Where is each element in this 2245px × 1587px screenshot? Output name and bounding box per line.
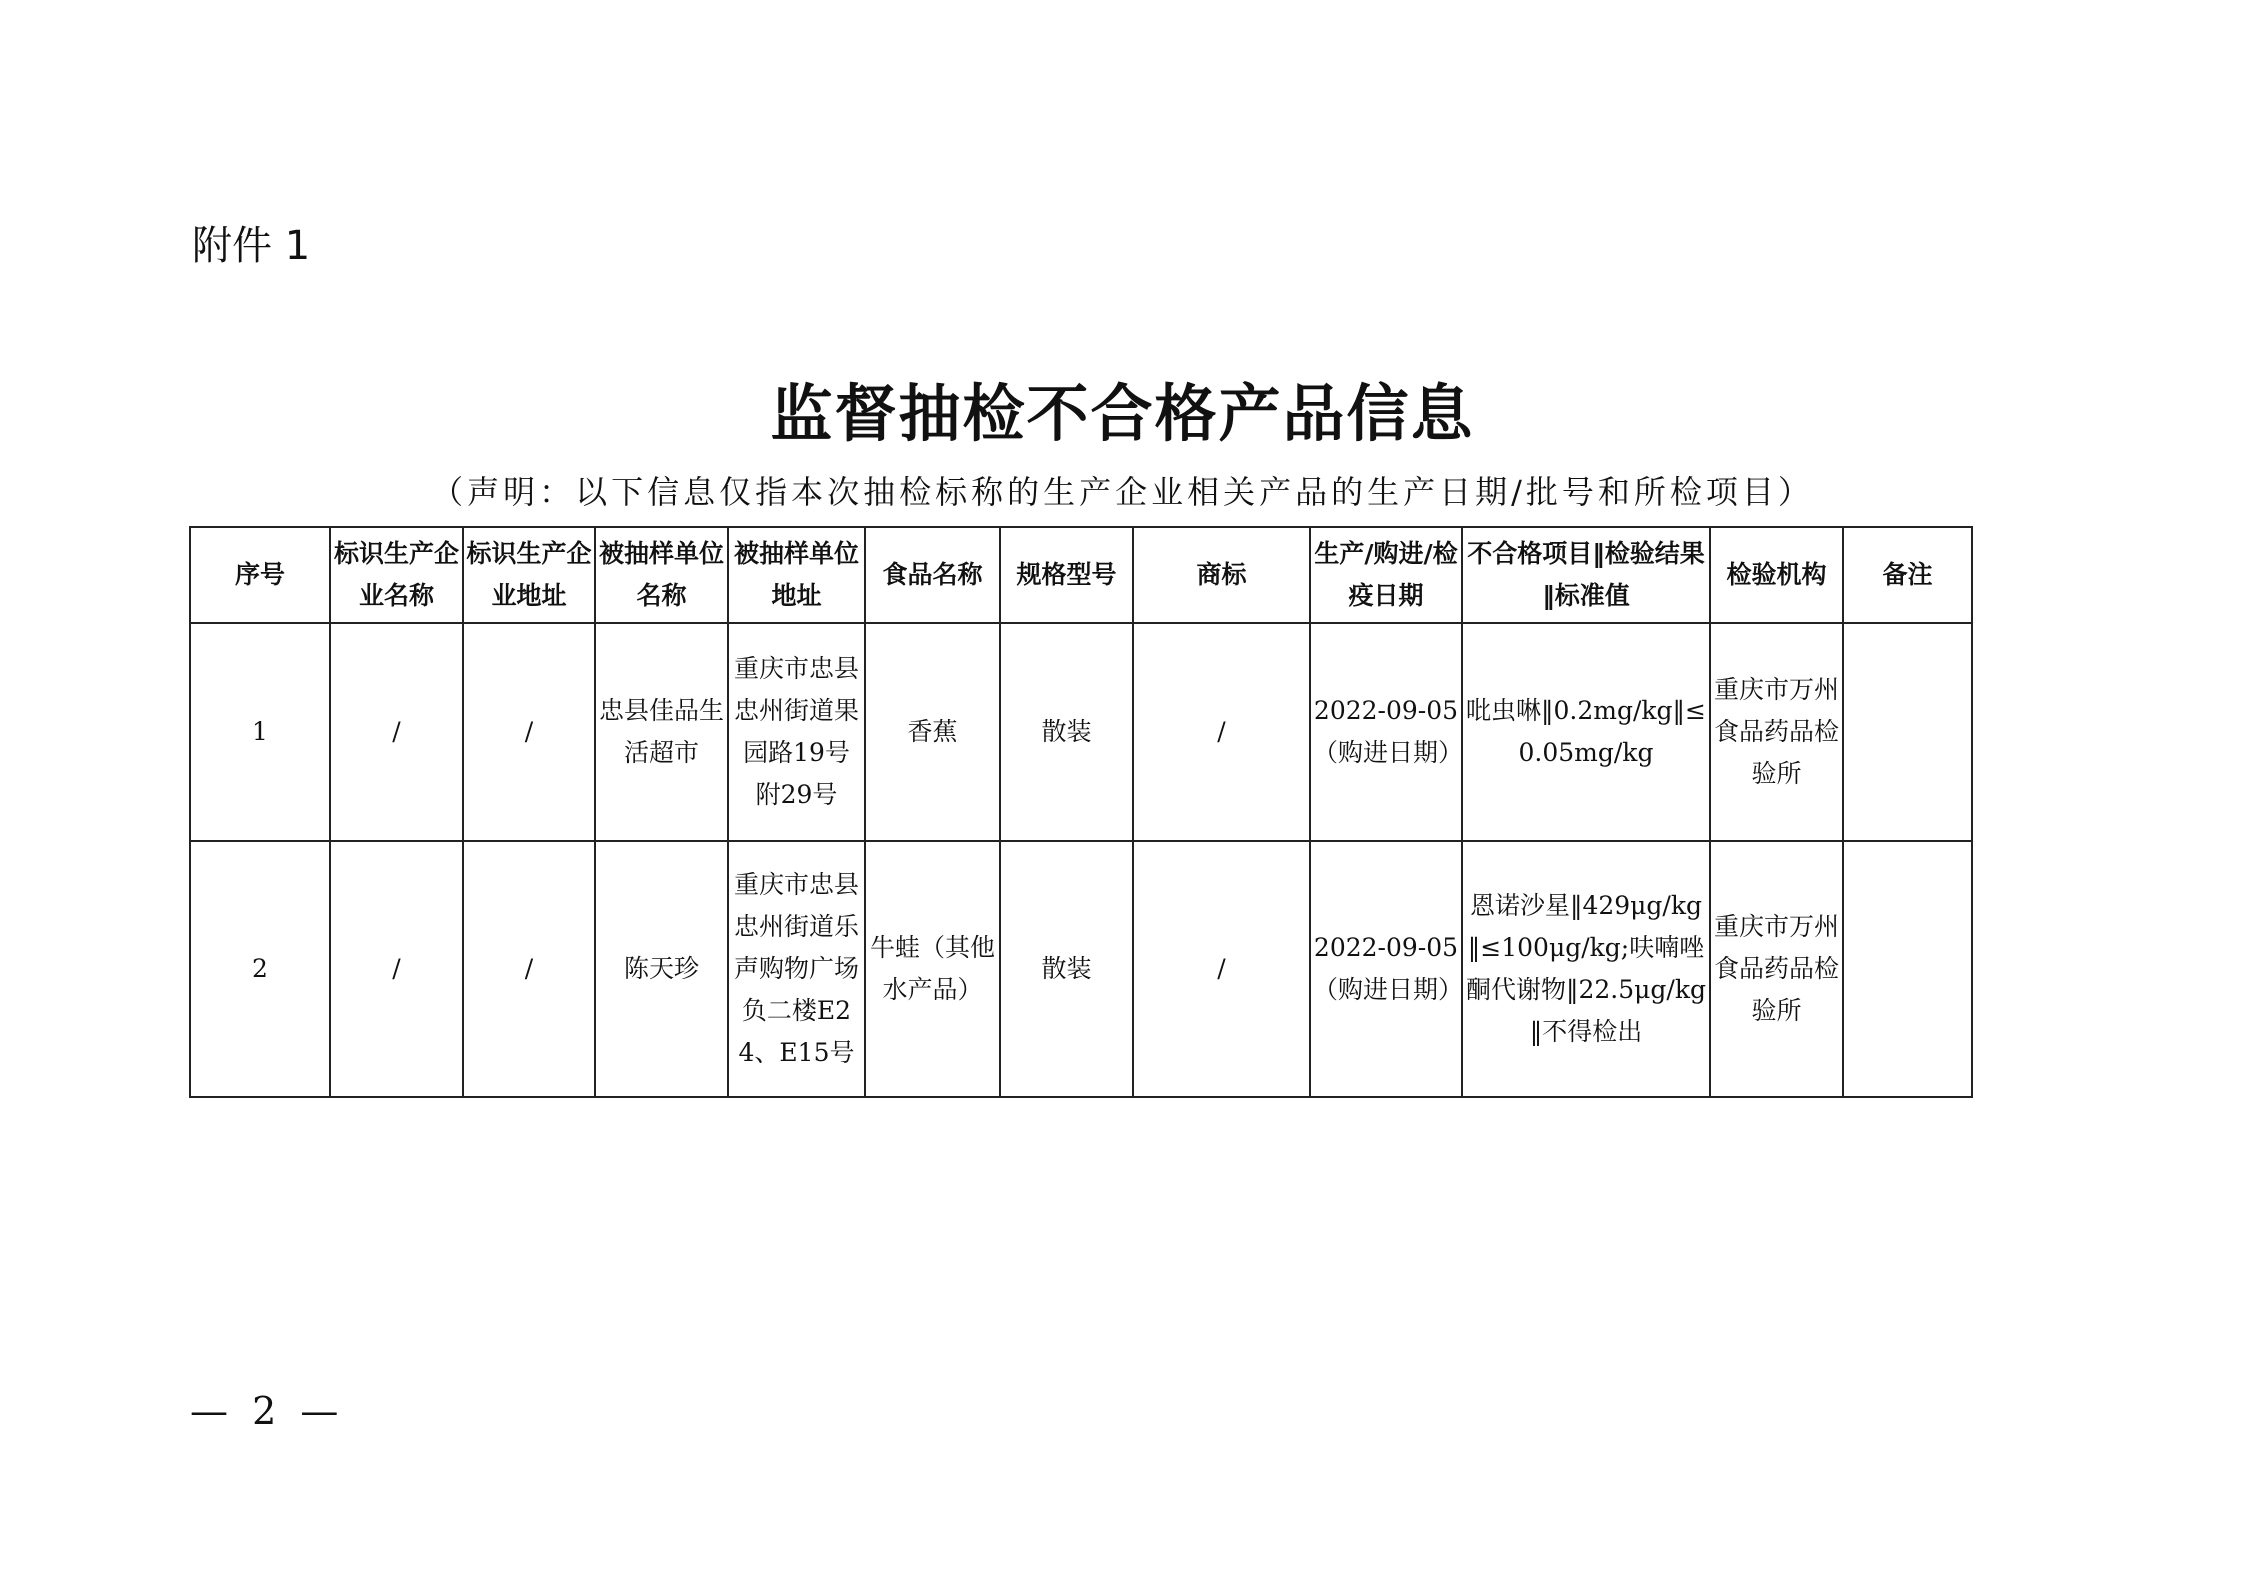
cell-date: 2022-09-05（购进日期） (1310, 623, 1462, 841)
col-header-agency: 检验机构 (1710, 527, 1843, 623)
col-header-date: 生产/购进/检疫日期 (1310, 527, 1462, 623)
table-row (190, 623, 1972, 841)
page-number: — 2 — (190, 1389, 345, 1433)
col-header-producer-address: 标识生产企业地址 (463, 527, 595, 623)
cell-sampled-address: 重庆市忠县忠州街道乐声购物广场负二楼E24、E15号 (728, 841, 865, 1097)
cell-agency: 重庆市万州食品药品检验所 (1710, 623, 1843, 841)
cell-remark (1843, 623, 1972, 841)
document-title: 监督抽检不合格产品信息 (770, 377, 1475, 450)
col-header-food-name: 食品名称 (865, 527, 1000, 623)
cell-producer-address: / (463, 841, 595, 1097)
col-header-sampled-address: 被抽样单位地址 (728, 527, 865, 623)
cell-sampled-unit: 忠县佳品生活超市 (595, 623, 728, 841)
col-header-brand: 商标 (1133, 527, 1310, 623)
cell-food-name: 香蕉 (865, 623, 1000, 841)
cell-sampled-unit: 陈天珍 (595, 841, 728, 1097)
statement-note: （声明：以下信息仅指本次抽检标称的生产企业相关产品的生产日期/批号和所检项目） (431, 473, 1814, 511)
cell-agency: 重庆市万州食品药品检验所 (1710, 841, 1843, 1097)
cell-seq: 2 (190, 841, 330, 1097)
col-header-sampled-unit: 被抽样单位名称 (595, 527, 728, 623)
cell-producer-name: / (330, 623, 463, 841)
cell-food-name: 牛蛙（其他水产品） (865, 841, 1000, 1097)
col-header-remark: 备注 (1843, 527, 1972, 623)
cell-spec: 散装 (1000, 841, 1133, 1097)
cell-producer-address: / (463, 623, 595, 841)
cell-result: 恩诺沙星‖429μg/kg‖≤100μg/kg;呋喃唑酮代谢物‖22.5μg/kg‖不得检出 (1462, 841, 1710, 1097)
cell-brand: / (1133, 841, 1310, 1097)
table-header-row (190, 527, 1972, 623)
cell-result: 吡虫啉‖0.2mg/kg‖≤0.05mg/kg (1462, 623, 1710, 841)
col-header-spec: 规格型号 (1000, 527, 1133, 623)
cell-sampled-address: 重庆市忠县忠州街道果园路19号附29号 (728, 623, 865, 841)
table-row (190, 841, 1972, 1097)
cell-producer-name: / (330, 841, 463, 1097)
cell-remark (1843, 841, 1972, 1097)
cell-seq: 1 (190, 623, 330, 841)
col-header-result: 不合格项目‖检验结果‖标准值 (1462, 527, 1710, 623)
cell-brand: / (1133, 623, 1310, 841)
col-header-producer-name: 标识生产企业名称 (330, 527, 463, 623)
cell-spec: 散装 (1000, 623, 1133, 841)
attachment-label: 附件 1 (192, 223, 311, 269)
cell-date: 2022-09-05（购进日期） (1310, 841, 1462, 1097)
col-header-seq: 序号 (190, 527, 330, 623)
unqualified-products-table (189, 526, 1973, 1098)
